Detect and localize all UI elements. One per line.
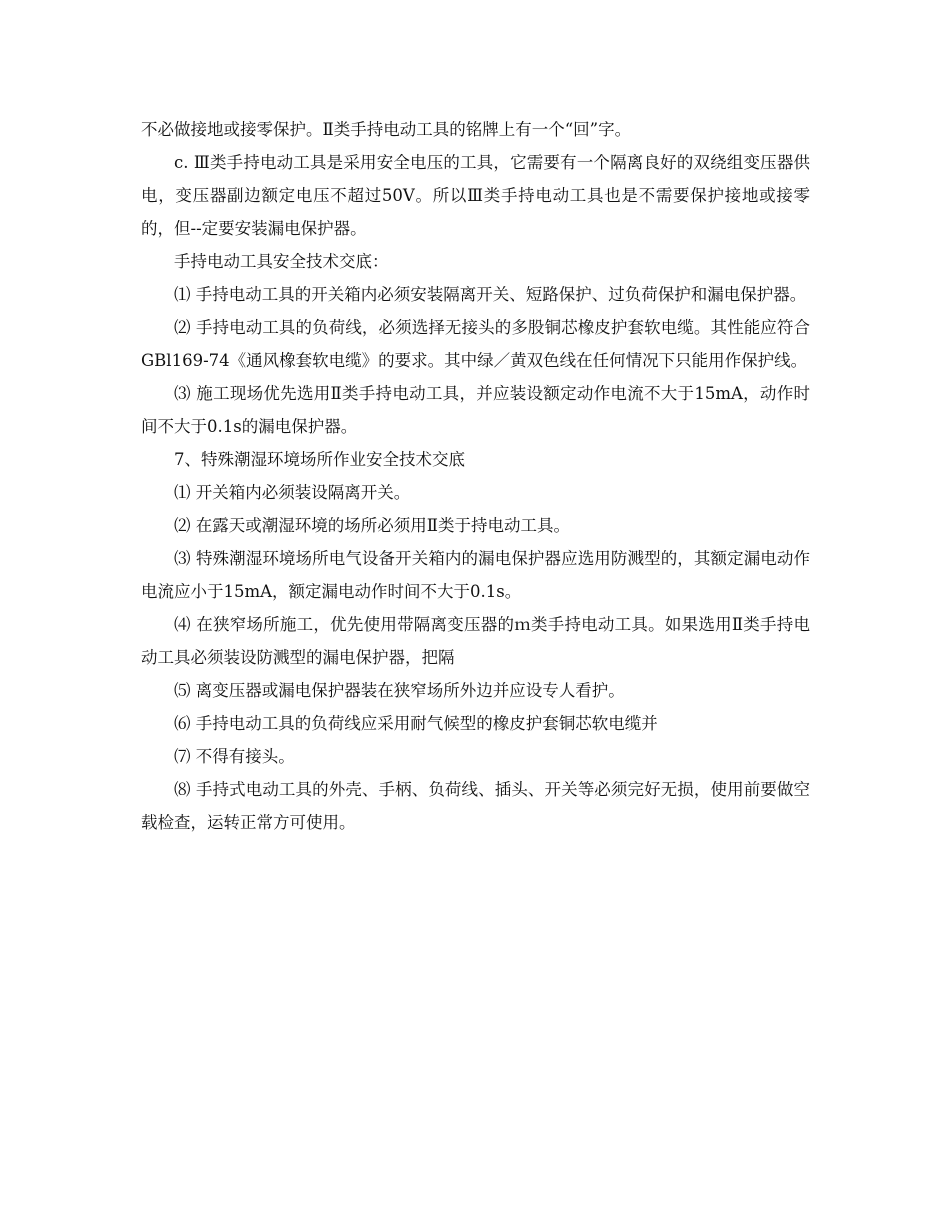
section-heading-humid-environment: 7、特殊潮湿环境场所作业安全技术交底 — [174, 450, 465, 469]
list-item-6: ⑹ 手持电动工具的负荷线应采用耐气候型的橡皮护套铜芯软电缆并 — [174, 714, 658, 733]
section-heading-handheld-tools: 手持电动工具安全技术交底： — [174, 252, 389, 271]
document-body — [141, 113, 810, 839]
list-item-3: ⑶ 施工现场优先选用Ⅱ类手持电动工具，并应装设额定动作电流不大于15mA，动作时间不大于0.1s的漏电保护器。 — [141, 384, 810, 436]
list-item-8: ⑻ 手持式电动工具的外壳、手柄、负荷线、插头、开关等必须完好无损，使用前要做空载检查，运转正常方可使用。 — [141, 780, 810, 832]
paragraph-1: 不必做接地或接零保护。Ⅱ类手持电动工具的铭牌上有一个“回”字。 — [141, 120, 632, 139]
list-item-2: ⑵ 手持电动工具的负荷线，必须选择无接头的多股铜芯橡皮护套软电缆。其性能应符合GBl169-74《通风橡套软电缆》的要求。其中绿／黄双色线在任何情况下只能用作保护线。 — [141, 318, 810, 370]
paragraph-2: c. Ⅲ类手持电动工具是采用安全电压的工具，它需要有一个隔离良好的双绕组变压器供电，变压器副边额定电压不超过50V。所以Ⅲ类手持电动工具也是不需要保护接地或接零的，但--定要安装漏电保护器。 — [141, 153, 810, 238]
list-item-2: ⑵ 在露天或潮湿环境的场所必须用Ⅱ类于持电动工具。 — [174, 516, 570, 535]
list-item-1: ⑴ 开关箱内必须装设隔离开关。 — [174, 483, 411, 502]
list-item-1: ⑴ 手持电动工具的开关箱内必须安装隔离开关、短路保护、过负荷保护和漏电保护器。 — [174, 285, 807, 304]
list-item-3: ⑶ 特殊潮湿环境场所电气设备开关箱内的漏电保护器应选用防溅型的，其额定漏电动作电流应小于15mA，额定漏电动作时间不大于0.1s。 — [141, 549, 810, 601]
list-item-4: ⑷ 在狭窄场所施工，优先使用带隔离变压器的ｍ类手持电动工具。如果选用Ⅱ类手持电动工具必须装设防溅型的漏电保护器，把隔 — [141, 615, 810, 667]
list-item-7: ⑺ 不得有接头。 — [174, 747, 295, 766]
list-item-5: ⑸ 离变压器或漏电保护器装在狭窄场所外边并应设专人看护。 — [174, 681, 625, 700]
